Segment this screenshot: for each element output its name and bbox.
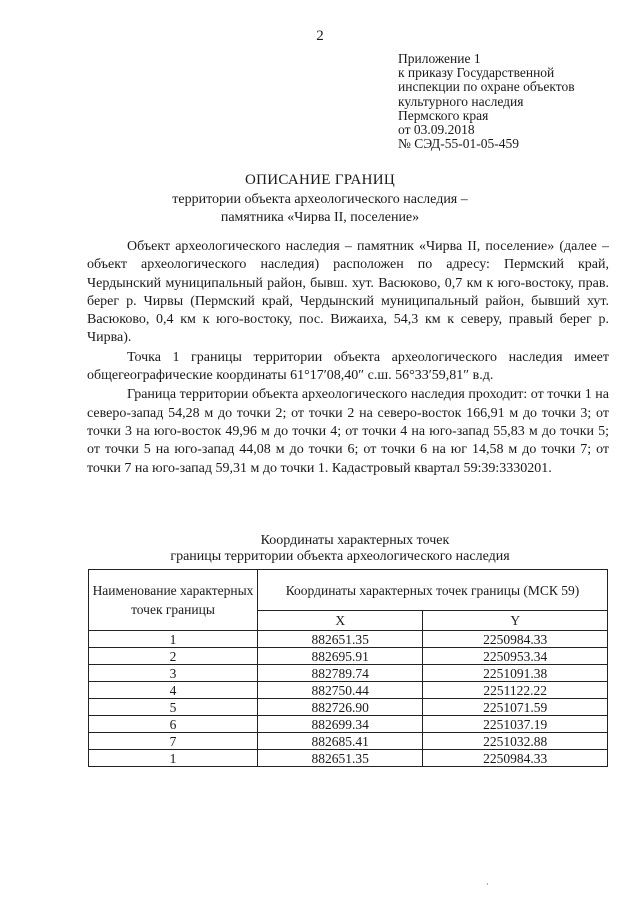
coord-y: 2251091.38 (423, 665, 608, 682)
point-name: 3 (89, 665, 258, 682)
table-row (89, 682, 608, 699)
point-name: 1 (89, 631, 258, 648)
point-name: 5 (89, 699, 258, 716)
table-row (89, 665, 608, 682)
page-number: 2 (316, 28, 324, 44)
appendix-line: к приказу Государственной (398, 65, 555, 81)
coord-y: 2250984.33 (423, 631, 608, 648)
scan-dot-mark: · (486, 880, 489, 889)
appendix-block (398, 52, 575, 151)
paragraph-object-location: Объект археологического наследия – памятник «Чирва II, поселение» (далее – объект археологического наследия) расположен по адресу: Пермский край, Чердынский муниципальный район, бывш. хут. Васюково, 0,7 км к юго-востоку, прав. берег р. Чирвы (Пермский край, Чердынский муниципальный район, бывший хут. Васюково, 0,4 км к юго-востоку, пос. Вижаиха, 54,3 км к северу, правый берег р. Чирва). (87, 239, 609, 346)
coord-y: 2250953.34 (423, 648, 608, 665)
appendix-line: № СЭД-55-01-05-459 (398, 136, 519, 152)
header-coordinates: Координаты характерных точек границы (МСК 59) (258, 570, 608, 611)
table-title-line-2: границы территории объекта археологического наследия (170, 549, 510, 564)
table-row (89, 648, 608, 665)
coord-y: 2251122.22 (423, 682, 608, 699)
appendix-line: Пермского края (398, 107, 489, 123)
coordinates-table (88, 569, 608, 767)
table-row (89, 716, 608, 733)
header-y: Y (423, 611, 608, 631)
paragraph-point-coordinates: Точка 1 границы территории объекта археологического наследия имеет общегеографические координаты 61°17′08,40″ с.ш. 56°33′59,81″ в.д. (87, 349, 609, 384)
coord-y: 2251037.19 (423, 716, 608, 733)
coord-x: 882685.41 (258, 733, 423, 750)
point-name: 6 (89, 716, 258, 733)
body-text (87, 238, 609, 479)
point-name: 4 (89, 682, 258, 699)
subtitle-line-1: территории объекта археологического наследия – (172, 192, 468, 207)
table-row (89, 699, 608, 716)
coord-x: 882695.91 (258, 648, 423, 665)
subtitle-line-2: памятника «Чирва II, поселение» (220, 210, 420, 225)
table-title-line-1: Координаты характерных точек (260, 533, 450, 548)
appendix-line: Приложение 1 (398, 51, 481, 66)
table-row (89, 733, 608, 750)
point-name: 7 (89, 733, 258, 750)
table-row (89, 631, 608, 648)
header-x: X (258, 611, 423, 631)
coord-x: 882789.74 (258, 665, 423, 682)
coord-y: 2250984.33 (423, 750, 608, 767)
coord-x: 882651.35 (258, 750, 423, 767)
header-point-name: Наименование характерных точек границы (89, 570, 258, 631)
coord-x: 882726.90 (258, 699, 423, 716)
point-name: 1 (89, 750, 258, 767)
appendix-line: от 03.09.2018 (398, 122, 475, 138)
coord-x: 882651.35 (258, 631, 423, 648)
table-row (89, 750, 608, 767)
appendix-line: инспекции по охране объектов (398, 79, 575, 95)
point-name: 2 (89, 648, 258, 665)
coord-y: 2251071.59 (423, 699, 608, 716)
appendix-line: культурного наследия (398, 93, 524, 109)
paragraph-boundary-description: Граница территории объекта археологического наследия проходит: от точки 1 на северо-запад 54,28 м до точки 2; от точки 2 на северо-восток 166,91 м до точки 3; от точки 3 на юго-восток 49,96 м до точки 4; от точки 4 на юго-запад 55,83 м до точки 5; от точки 5 на юго-запад 44,08 м до точки 6; от точки 6 на юг 14,58 м до точки 7; от точки 7 на юго-запад 59,31 м до точки 1. Кадастровый квартал 59:39:3330201. (87, 387, 609, 476)
coord-y: 2251032.88 (423, 733, 608, 750)
coord-x: 882699.34 (258, 716, 423, 733)
document-title: ОПИСАНИЕ ГРАНИЦ (244, 172, 396, 188)
coord-x: 882750.44 (258, 682, 423, 699)
